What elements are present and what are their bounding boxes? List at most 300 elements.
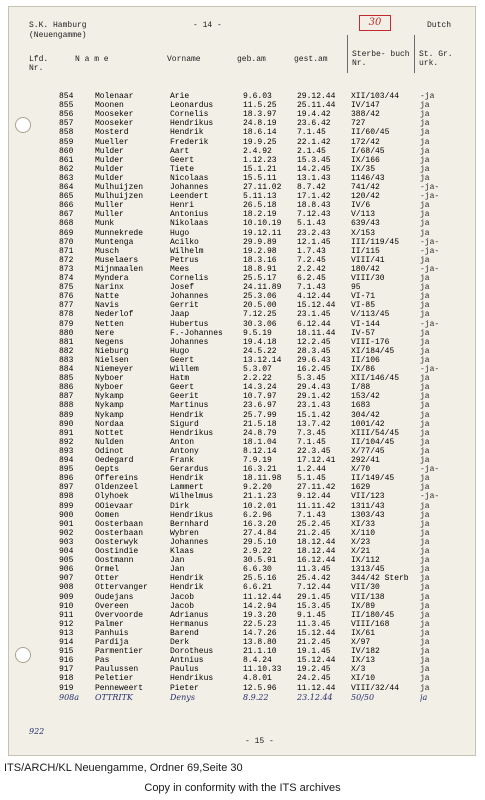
row-number: 876 (59, 292, 74, 302)
surname: Niemeyer (95, 365, 134, 374)
archive-reference: ITS/ARCH/KL Neuengamme, Ordner 69,Seite 30 (4, 762, 243, 774)
birth-date: 21.1.10 (243, 647, 277, 657)
first-name: Leendert (170, 192, 209, 202)
first-name: Martinus (170, 401, 209, 411)
certificate-mark: -ja- (420, 492, 440, 502)
death-date: 8.7.42 (297, 183, 326, 192)
death-register-number: XI/33 (351, 519, 376, 529)
first-name: Mees (170, 264, 190, 274)
birth-date: 13.12.14 (243, 355, 282, 365)
handwritten-page-stamp: 30 (359, 15, 391, 31)
death-date: 17.12.41 (297, 456, 336, 465)
death-date: 2.1.45 (297, 146, 326, 156)
birth-date: 6.2.96 (243, 510, 272, 520)
first-name: Hendrikus (170, 119, 214, 129)
first-name: Hendrik (170, 128, 204, 138)
death-register-number: VIII/30 (351, 274, 385, 283)
certificate-mark: ja (420, 519, 430, 529)
page-number-top: - 14 - (193, 21, 222, 30)
death-date: 12.2.45 (297, 337, 331, 347)
first-name: Tiete (170, 164, 195, 174)
death-date: 14.2.45 (297, 164, 331, 174)
surname: Oosterbaan (95, 519, 144, 529)
birth-date: 11.5.25 (243, 101, 277, 111)
row-number: 855 (59, 101, 74, 111)
birth-date: 14.7.26 (243, 628, 277, 638)
death-register-number: II/149/45 (351, 474, 395, 484)
row-number: 854 (59, 92, 74, 101)
row-number: 872 (59, 255, 74, 265)
document-sheet (8, 6, 476, 756)
first-name: Geert (170, 383, 195, 393)
certificate-mark: ja (420, 401, 430, 411)
surname: Peletier (95, 674, 134, 684)
death-date: 13.1.43 (297, 173, 331, 183)
copy-conformity-note: Copy in conformity with the ITS archives (144, 782, 341, 794)
certificate-mark: ja (420, 610, 430, 620)
certificate-mark: ja (420, 656, 430, 666)
first-name: Hugo (170, 228, 190, 238)
death-register-number: I/88 (351, 383, 371, 393)
surname: Mooseker (95, 119, 134, 129)
death-date: 15.12.44 (297, 628, 336, 638)
birth-date: 22.5.23 (243, 619, 277, 629)
certificate-mark: -ja- (420, 246, 440, 256)
row-number: 879 (59, 319, 74, 329)
birth-date: 11.10.33 (243, 665, 282, 675)
surname: Penneweert (95, 683, 144, 693)
birth-date: 10.2.01 (243, 501, 277, 511)
certificate-mark: ja (420, 355, 430, 365)
birth-date: 12.5.96 (243, 683, 277, 693)
first-name: Wilhelm (170, 246, 204, 256)
death-register-number: VIII-176 (351, 337, 390, 347)
death-date: 22.1.42 (297, 137, 331, 147)
death-register-number: 639/43 (351, 219, 380, 229)
surname: OTTRITK (95, 692, 133, 702)
death-register-number: X/70 (351, 465, 371, 475)
death-date: 25.11.44 (297, 101, 336, 111)
certificate-mark: ja (420, 301, 430, 311)
row-number: 906 (59, 565, 74, 575)
first-name: Adrianus (170, 610, 209, 620)
birth-date: 10.10.19 (243, 219, 282, 229)
certificate-mark: -ja- (420, 465, 440, 475)
birth-date: 7.9.19 (243, 456, 272, 465)
death-register-number: II/180/45 (351, 610, 395, 620)
surname: Natte (95, 292, 120, 302)
row-number: 864 (59, 183, 74, 192)
surname: Mulder (95, 173, 124, 183)
death-register-number: V/113 (351, 210, 376, 220)
death-register-number: XII/146/45 (351, 374, 400, 384)
row-number: 892 (59, 437, 74, 447)
col-header-vorname: Vorname (167, 55, 201, 64)
first-name: Hendrik (170, 574, 204, 584)
row-number: 891 (59, 428, 74, 438)
first-name: Johannes (170, 337, 209, 347)
first-name: Denys (170, 692, 195, 702)
first-name: Barend (170, 628, 199, 638)
first-name: Jacob (170, 592, 195, 602)
death-date: 29.4.43 (297, 383, 331, 393)
surname: Netten (95, 319, 124, 329)
birth-date: 29.5.10 (243, 537, 277, 547)
birth-date: 16.3.21 (243, 465, 277, 475)
certificate-mark: ja (420, 228, 430, 238)
death-date: 6.2.45 (297, 274, 326, 283)
death-register-number: VI-144 (351, 319, 380, 329)
row-number: 863 (59, 173, 74, 183)
surname: Mijnmaalen (95, 264, 144, 274)
death-date: 27.11.42 (297, 483, 336, 493)
birth-date: 24.11.89 (243, 283, 282, 293)
row-number: 887 (59, 392, 74, 402)
camp-title: S.K. Hamburg (29, 21, 87, 30)
certificate-mark: ja (420, 601, 430, 611)
row-number: 861 (59, 155, 74, 165)
death-date: 7.2.45 (297, 255, 326, 265)
row-number: 871 (59, 246, 74, 256)
first-name: Nikolaas (170, 219, 209, 229)
birth-date: 25.3.06 (243, 292, 277, 302)
death-register-number: X/77/45 (351, 446, 385, 456)
birth-date: 25.5.17 (243, 274, 277, 283)
surname: Myndera (95, 274, 129, 283)
surname: Oedegard (95, 456, 134, 465)
certificate-mark: ja (420, 110, 430, 120)
death-register-number: IX/166 (351, 155, 380, 165)
certificate-mark: ja (420, 574, 430, 584)
death-date: 25.4.42 (297, 574, 331, 584)
birth-date: 18.6.14 (243, 128, 277, 138)
row-number: 916 (59, 656, 74, 666)
birth-date: 18.8.91 (243, 264, 277, 274)
first-name: Hendrik (170, 583, 204, 593)
death-date: 7.12.44 (297, 583, 331, 593)
first-name: Hermanus (170, 619, 209, 629)
certificate-mark: ja (420, 547, 430, 556)
certificate-mark: -ja- (420, 192, 440, 202)
first-name: Hendrikus (170, 510, 214, 520)
first-name: Antnius (170, 656, 204, 666)
certificate-mark: -ja- (420, 365, 440, 374)
col-header-sterbebuch: Sterbe- buch Nr. (352, 50, 410, 68)
death-register-number: II/104/45 (351, 437, 395, 447)
death-register-number: I/68/45 (351, 146, 385, 156)
surname: Palmer (95, 619, 124, 629)
birth-date: 9.6.03 (243, 92, 272, 101)
death-date: 1.2.44 (297, 465, 326, 475)
surname: Musch (95, 246, 120, 256)
surname: Oomen (95, 510, 120, 520)
surname: Nykamp (95, 410, 124, 420)
death-register-number: X/3 (351, 665, 366, 675)
death-date: 13.7.42 (297, 419, 331, 429)
birth-date: 6.6.30 (243, 565, 272, 575)
row-number: 898 (59, 492, 74, 502)
certificate-mark: ja (420, 483, 430, 493)
death-register-number: VIII/41 (351, 255, 385, 265)
row-number: 862 (59, 164, 74, 174)
death-date: 18.8.43 (297, 201, 331, 211)
birth-date: 8.9.22 (243, 692, 269, 702)
row-number: 902 (59, 528, 74, 538)
death-date: 15.12.44 (297, 301, 336, 311)
first-name: Dorotheus (170, 647, 214, 657)
birth-date: 14.2.94 (243, 601, 277, 611)
row-number: 889 (59, 410, 74, 420)
certificate-mark: ja (420, 155, 430, 165)
death-register-number: XI/184/45 (351, 346, 395, 356)
death-date: 11.3.45 (297, 619, 331, 629)
certificate-mark: ja (420, 638, 430, 647)
death-register-number: IX/61 (351, 628, 376, 638)
row-number: 881 (59, 337, 74, 347)
surname: Munk (95, 219, 115, 229)
certificate-mark: ja (420, 419, 430, 429)
surname: Nottet (95, 428, 124, 438)
certificate-mark: ja (420, 255, 430, 265)
row-number: 915 (59, 647, 74, 657)
birth-date: 19.12.11 (243, 228, 282, 238)
certificate-mark: ja (420, 328, 430, 338)
certificate-mark: ja (420, 392, 430, 402)
first-name: Hendrikus (170, 674, 214, 684)
row-number: 874 (59, 274, 74, 283)
death-register-number: 1146/43 (351, 173, 385, 183)
certificate-mark: ja (420, 565, 430, 575)
col-header-st-gr-urk: St. Gr. urk. (419, 50, 453, 68)
row-number: 909 (59, 592, 74, 602)
first-name: Nicolaas (170, 173, 209, 183)
death-date: 7.12.43 (297, 210, 331, 220)
death-date: 15.12.44 (297, 656, 336, 666)
col-header-name: N a m e (75, 55, 109, 64)
certificate-mark: ja (420, 437, 430, 447)
surname: Paulussen (95, 665, 139, 675)
surname: Oepts (95, 465, 120, 475)
surname: Panhuis (95, 628, 129, 638)
death-register-number: X/21 (351, 547, 371, 556)
row-number: 914 (59, 638, 74, 647)
death-date: 4.12.44 (297, 292, 331, 302)
birth-date: 2.2.22 (243, 374, 272, 384)
death-register-number: 304/42 (351, 410, 380, 420)
first-name: Geert (170, 155, 195, 165)
certificate-mark: -ja- (420, 264, 440, 274)
row-number: 886 (59, 383, 74, 393)
birth-date: 5.3.07 (243, 365, 272, 374)
first-name: Geerit (170, 392, 199, 402)
row-number: 893 (59, 446, 74, 456)
death-register-number: III/119/45 (351, 237, 400, 247)
death-register-number: VII/138 (351, 592, 385, 602)
birth-date: 18.2.19 (243, 210, 277, 220)
death-date: 15.3.45 (297, 155, 331, 165)
row-number: 888 (59, 401, 74, 411)
death-date: 29.1.45 (297, 592, 331, 602)
first-name: Hendrikus (170, 428, 214, 438)
row-number: 919 (59, 683, 74, 693)
death-register-number: IX/13 (351, 656, 376, 666)
death-register-number: X/153 (351, 228, 376, 238)
death-register-number: X/23 (351, 537, 371, 547)
surname: Oudejans (95, 592, 134, 602)
certificate-mark: ja (420, 119, 430, 129)
row-number: 866 (59, 201, 74, 211)
death-date: 21.2.45 (297, 528, 331, 538)
first-name: Johannes (170, 292, 209, 302)
death-date: 19.1.45 (297, 647, 331, 657)
row-number: 908 (59, 583, 74, 593)
col-header-nr: Lfd. Nr. (29, 55, 49, 73)
death-register-number: IV/147 (351, 101, 380, 111)
birth-date: 30.3.06 (243, 319, 277, 329)
death-date: 22.3.45 (297, 446, 331, 456)
surname: Odinot (95, 446, 124, 456)
row-number: 908a (59, 692, 80, 702)
surname: Muntenga (95, 237, 134, 247)
birth-date: 19.3.20 (243, 610, 277, 620)
surname: Offereins (95, 474, 139, 484)
first-name: Leonardus (170, 101, 214, 111)
certificate-mark: ja (420, 173, 430, 183)
birth-date: 27.4.84 (243, 528, 277, 538)
certificate-mark: ja (420, 619, 430, 629)
row-number: 869 (59, 228, 74, 238)
row-number: 899 (59, 501, 74, 511)
death-date: 23.1.43 (297, 401, 331, 411)
birth-date: 9.2.20 (243, 483, 272, 493)
death-register-number: 1629 (351, 483, 371, 493)
birth-date: 19.4.18 (243, 337, 277, 347)
certificate-mark: ja (420, 501, 430, 511)
death-register-number: 120/42 (351, 192, 380, 202)
row-number: 856 (59, 110, 74, 120)
first-name: Gerrit (170, 301, 199, 311)
death-date: 18.12.44 (297, 537, 336, 547)
death-register-number: IV/182 (351, 647, 380, 657)
certificate-mark: ja (420, 583, 430, 593)
certificate-mark: ja (420, 674, 430, 684)
death-date: 11.11.42 (297, 501, 336, 511)
first-name: Cornelis (170, 274, 209, 283)
first-name: Klaas (170, 547, 195, 556)
death-register-number: IV-57 (351, 328, 376, 338)
row-number: 903 (59, 537, 74, 547)
first-name: Sigurd (170, 419, 199, 429)
death-register-number: XI/10 (351, 674, 376, 684)
footnote-number: 922 (29, 727, 45, 736)
row-number: 877 (59, 301, 74, 311)
certificate-mark: -ja- (420, 183, 440, 192)
death-date: 15.1.42 (297, 410, 331, 420)
surname: OOievaar (95, 501, 134, 511)
death-date: 11.3.45 (297, 565, 331, 575)
first-name: Jaap (170, 310, 190, 320)
birth-date: 30.5.91 (243, 556, 277, 566)
first-name: Antonius (170, 210, 209, 220)
surname: Navis (95, 301, 120, 311)
first-name: Jacob (170, 601, 195, 611)
first-name: Wybren (170, 528, 199, 538)
surname: Mulder (95, 164, 124, 174)
certificate-mark: ja (420, 446, 430, 456)
row-number: 896 (59, 474, 74, 484)
death-register-number: VIII/32/44 (351, 683, 400, 693)
first-name: Gerardus (170, 465, 209, 475)
birth-date: 20.5.00 (243, 301, 277, 311)
surname: Overeen (95, 601, 129, 611)
death-register-number: X/97 (351, 638, 371, 647)
surname: Oosterwyk (95, 537, 139, 547)
certificate-mark: ja (420, 346, 430, 356)
birth-date: 24.8.79 (243, 428, 277, 438)
birth-date: 16.3.20 (243, 519, 277, 529)
surname: Overvoorde (95, 610, 144, 620)
death-register-number: II/106 (351, 355, 380, 365)
certificate-mark: ja (420, 283, 430, 293)
death-register-number: XIII/54/45 (351, 428, 400, 438)
death-register-number: 172/42 (351, 137, 380, 147)
row-number: 873 (59, 264, 74, 274)
row-number: 918 (59, 674, 74, 684)
birth-date: 23.6.97 (243, 401, 277, 411)
surname: Mosterd (95, 128, 129, 138)
row-number: 911 (59, 610, 74, 620)
row-number: 882 (59, 346, 74, 356)
first-name: Lammert (170, 483, 204, 493)
first-name: Wilhelmus (170, 492, 214, 502)
certificate-mark: ja (420, 556, 430, 566)
certificate-mark: ja (420, 201, 430, 211)
certificate-mark: ja (420, 537, 430, 547)
surname: Mueller (95, 137, 129, 147)
surname: Pardija (95, 638, 129, 647)
row-number: 857 (59, 119, 74, 129)
first-name: Frank (170, 456, 195, 465)
surname: Otter (95, 574, 120, 584)
death-register-number: II/115 (351, 246, 380, 256)
birth-date: 18.11.98 (243, 474, 282, 484)
death-register-number: XII/103/44 (351, 92, 400, 101)
first-name: Henri (170, 201, 195, 211)
birth-date: 25.5.16 (243, 574, 277, 584)
row-number: 894 (59, 456, 74, 465)
surname: Ormel (95, 565, 120, 575)
row-number: 913 (59, 628, 74, 638)
surname: Nykamp (95, 392, 124, 402)
certificate-mark: ja (420, 128, 430, 138)
death-register-number: 741/42 (351, 183, 380, 192)
surname: Nykamp (95, 401, 124, 411)
certificate-mark: ja (420, 374, 430, 384)
death-date: 23.6.42 (297, 119, 331, 129)
birth-date: 2.4.92 (243, 146, 272, 156)
death-register-number: 1313/45 (351, 565, 385, 575)
birth-date: 15.1.21 (243, 164, 277, 174)
row-number: 867 (59, 210, 74, 220)
death-register-number: 1001/42 (351, 419, 385, 429)
birth-date: 15.5.11 (243, 173, 277, 183)
surname: Negens (95, 337, 124, 347)
surname: Nielsen (95, 355, 129, 365)
first-name: Josef (170, 283, 195, 293)
surname: Mulhuijzen (95, 192, 144, 202)
certificate-mark: ja (420, 146, 430, 156)
row-number: 917 (59, 665, 74, 675)
